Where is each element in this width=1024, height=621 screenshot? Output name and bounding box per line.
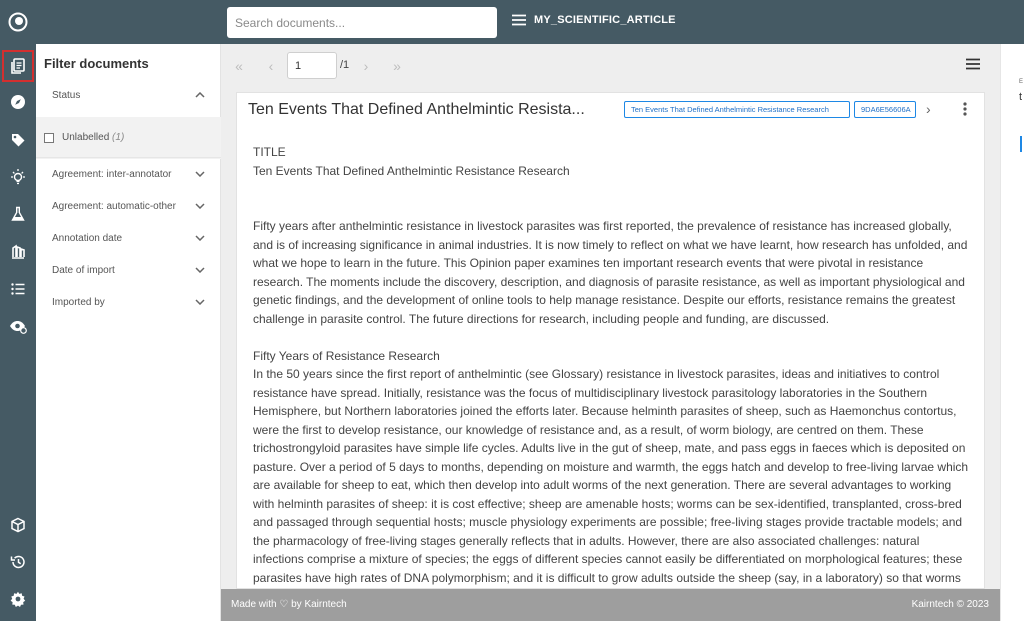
hamburger-icon[interactable] bbox=[512, 14, 526, 26]
filter-status-header[interactable] bbox=[36, 80, 221, 110]
cube-icon[interactable] bbox=[2, 509, 34, 541]
filter-section-label: Imported by bbox=[52, 296, 105, 308]
filter-date-of-import[interactable] bbox=[36, 255, 221, 285]
compass-icon[interactable] bbox=[2, 86, 34, 118]
right-side-panel bbox=[1000, 44, 1024, 621]
filter-section-label: Date of import bbox=[52, 264, 115, 276]
library-icon[interactable] bbox=[2, 236, 34, 268]
document-viewer bbox=[221, 44, 1000, 589]
filter-panel-title: Filter documents bbox=[44, 56, 149, 71]
status-options bbox=[36, 117, 221, 159]
icon-rail bbox=[0, 0, 36, 621]
next-page-icon[interactable]: › bbox=[363, 58, 369, 74]
document-text bbox=[253, 143, 973, 587]
menu-icon[interactable] bbox=[966, 58, 980, 70]
list-icon[interactable] bbox=[2, 273, 34, 305]
top-bar bbox=[36, 0, 1024, 44]
unlabelled-label: Unlabelled bbox=[62, 132, 110, 143]
unlabelled-checkbox[interactable] bbox=[44, 133, 54, 143]
filter-section-label: Agreement: inter-annotator bbox=[52, 168, 172, 180]
filter-status-label: Status bbox=[52, 89, 81, 101]
logo-icon[interactable] bbox=[0, 0, 36, 44]
metadata-tag-title[interactable]: Ten Events That Defined Anthelmintic Resistance Research bbox=[624, 101, 850, 118]
filter-agreement-automatic-other[interactable] bbox=[36, 191, 221, 221]
filter-imported-by[interactable] bbox=[36, 287, 221, 317]
right-panel-marker bbox=[1020, 136, 1022, 152]
unlabelled-option[interactable] bbox=[62, 132, 124, 143]
chevron-up-icon bbox=[195, 92, 205, 98]
gear-icon[interactable] bbox=[2, 583, 34, 615]
chevron-down-icon bbox=[195, 203, 205, 209]
filter-agreement-inter-annotator[interactable] bbox=[36, 159, 221, 189]
filter-section-label: Annotation date bbox=[52, 232, 123, 244]
page-total: /1 bbox=[340, 59, 350, 71]
document-menu[interactable] bbox=[512, 14, 676, 26]
first-page-icon[interactable]: « bbox=[235, 58, 243, 74]
chevron-down-icon bbox=[195, 171, 205, 177]
title-section-text: Ten Events That Defined Anthelmintic Resistance Research bbox=[253, 163, 570, 178]
page-number-input[interactable] bbox=[287, 52, 337, 79]
unlabelled-count: (1) bbox=[112, 132, 125, 143]
tag-icon[interactable] bbox=[2, 124, 34, 156]
document-name: MY_SCIENTIFIC_ARTICLE bbox=[534, 14, 676, 26]
document-card bbox=[236, 92, 985, 589]
section-paragraph: In the 50 years since the first report of anthelmintic (see Glossary) resistance in livestock parasites, ideas and initiatives to control resistance have spread. Initially, resistance was the focus of multidisciplinary livestock parasitology laboratories in the Southern Hemisphere, but Northern laboratories joined the efforts later. Because helminth parasites of sheep, such as Haemonchus contortus, were the first to develop resistance, our knowledge of resistance and, as a result, of worm biology, are centred on them. These trichostrongyloid parasites have simple life cycles. Adults live in the gut of sheep, mate, and pass eggs in faeces which is deposited on pasture. Over a period of 5 days to months, depending on moisture and warmth, the eggs hatch and develop to free-living larvae which are available for sheep to eat, which then develop into adult worms of the next generation. There are several advantages to working with helminth parasites of sheep: it is cost effective; sheep are amenable hosts; worms can be sex-identified, transplanted, cross-bred and passaged through sequential hosts; muscle physiology experiments are possible; free-living stages provide tractable models; and the pharmacology of free-living stages generally reflects that in adults. However, there are also associated challenges: natural infections comprise a mixture of species; the eggs of different species cannot easily be differentiated on morphological features; these parasites have high rates of DNA polymorphism; and it is difficult to grow adults outside the sheep (say, in a laboratory) so that worms bbox=[253, 367, 969, 585]
filter-panel bbox=[36, 44, 221, 621]
footer-copyright: Kairntech © 2023 bbox=[911, 599, 989, 610]
flask-icon[interactable] bbox=[2, 198, 34, 230]
pager bbox=[221, 44, 1000, 88]
right-panel-text-small: E bbox=[1019, 79, 1024, 85]
eye-settings-icon[interactable] bbox=[2, 310, 34, 342]
lightbulb-icon[interactable] bbox=[2, 161, 34, 193]
filter-section-label: Agreement: automatic-other bbox=[52, 200, 176, 212]
document-title: Ten Events That Defined Anthelmintic Resista... bbox=[248, 101, 585, 118]
search-input[interactable] bbox=[227, 7, 497, 38]
divider bbox=[36, 157, 221, 158]
chevron-down-icon bbox=[195, 267, 205, 273]
section-heading: Fifty Years of Resistance Research bbox=[253, 348, 440, 363]
footer-made-with: Made with ♡ by Kairntech bbox=[231, 599, 347, 610]
chevron-down-icon bbox=[195, 299, 205, 305]
metadata-tag-id[interactable]: 9DA6E56606A bbox=[854, 101, 916, 118]
last-page-icon[interactable]: » bbox=[393, 58, 401, 74]
document-icon[interactable] bbox=[2, 50, 34, 82]
previous-page-icon[interactable]: ‹ bbox=[268, 58, 274, 74]
filter-annotation-date[interactable] bbox=[36, 223, 221, 253]
more-vertical-icon[interactable] bbox=[963, 102, 967, 116]
chevron-right-icon[interactable]: › bbox=[926, 101, 931, 117]
right-panel-text: t bbox=[1019, 91, 1023, 103]
history-icon[interactable] bbox=[2, 546, 34, 578]
footer bbox=[221, 589, 1000, 621]
chevron-down-icon bbox=[195, 235, 205, 241]
title-section-label: TITLE bbox=[253, 145, 286, 159]
abstract-paragraph: Fifty years after anthelmintic resistance in livestock parasites was first reported, the prevalence of resistance has increased globally, and is of increasing significance in animal industries. It is now timely to reflect on what we have learnt, how research has unfolded, and what we hope to learn in the future. This Opinion paper examines ten important research events that were pivotal in resistance research. The moments include the discovery, description, and diagnosis of parasite resistance, as well as important physiological and genetic findings, and the development of online tools to help manage resistance. Despite our efforts, resistance remains the greatest challenge in parasite control. The future directions for research, including people and funding, are discussed. bbox=[253, 219, 968, 326]
